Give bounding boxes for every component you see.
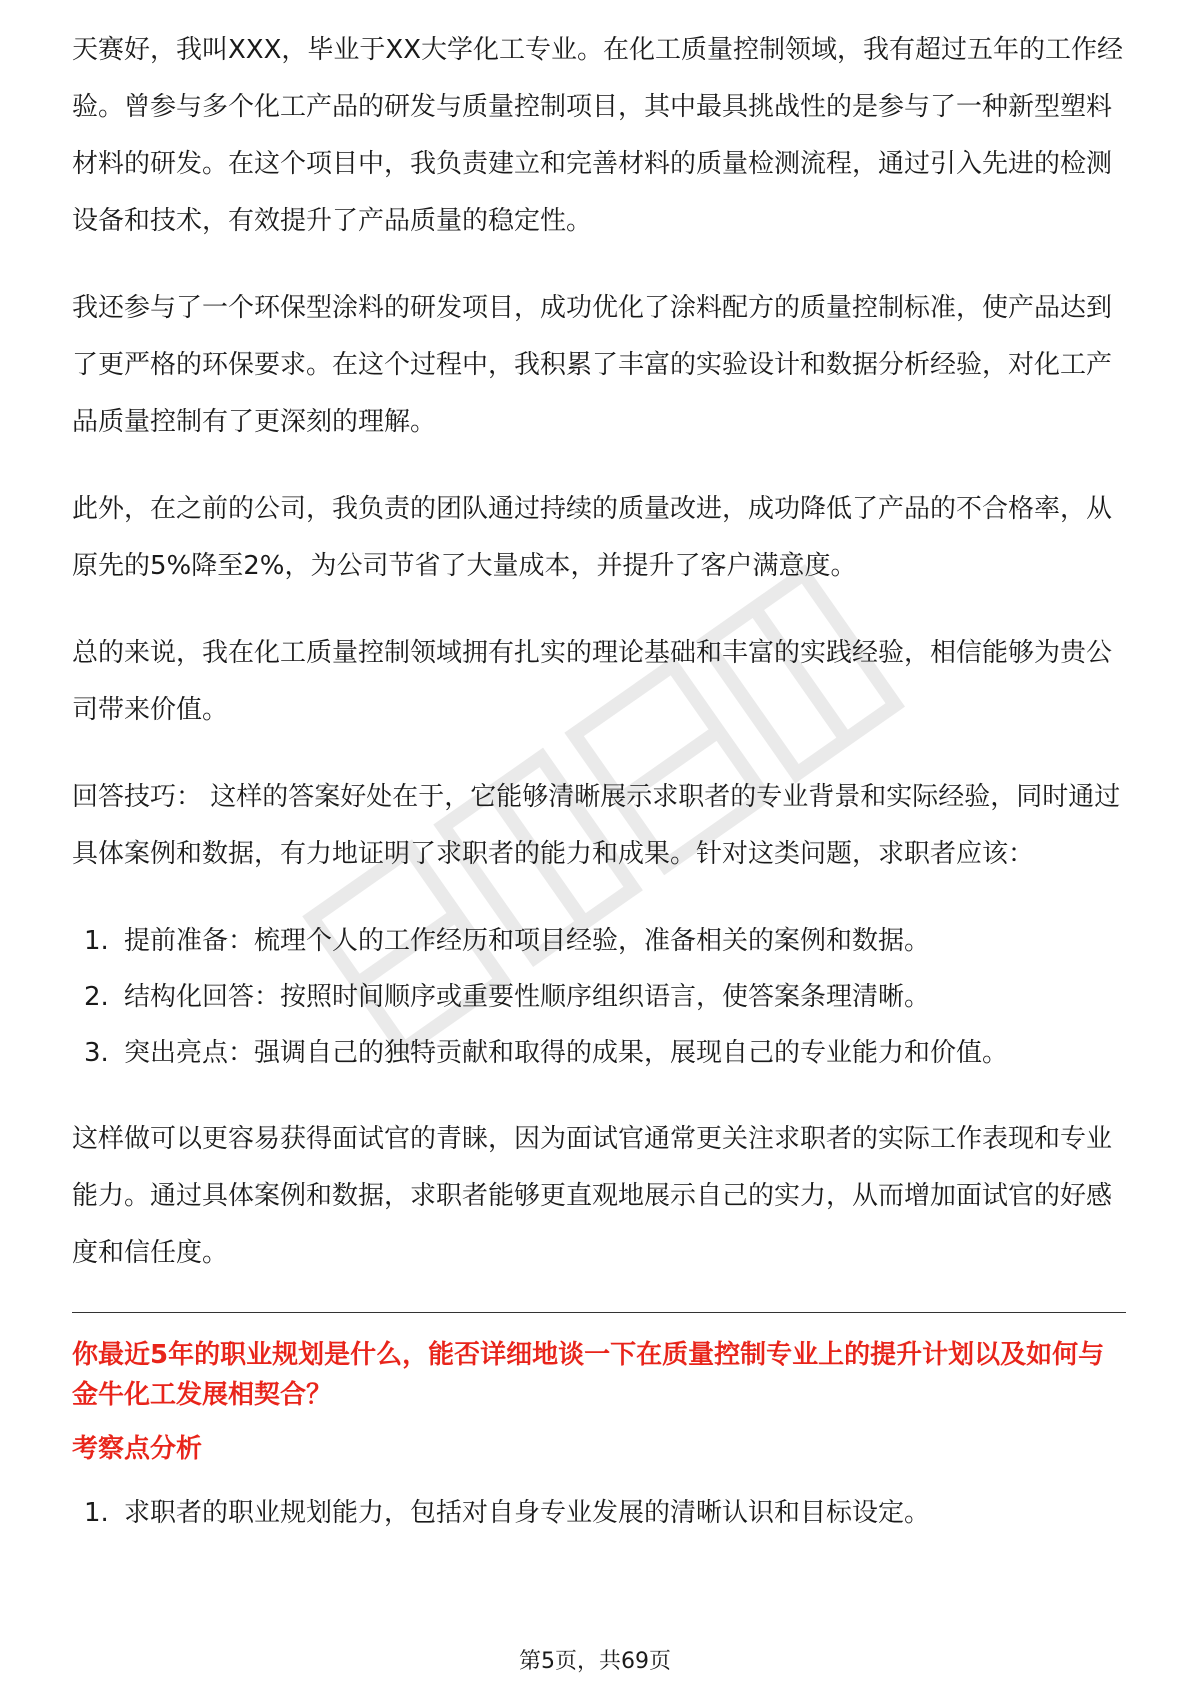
list-number: 3. <box>84 1038 109 1068</box>
paragraph-closing: 这样做可以更容易获得面试官的青睐，因为面试官通常更关注求职者的实际工作表现和专业能力。通过具体案例和数据，求职者能够更直观地展示自己的实力，从而增加面试官的好感度和信任度。 <box>72 1124 1113 1268</box>
main-content <box>72 22 1126 1571</box>
paragraph-answer-tips: 回答技巧： 这样的答案好处在于，它能够清晰展示求职者的专业背景和实际经验，同时通过具体案例和数据，有力地证明了求职者的能力和成果。针对这类问题，求职者应该： <box>72 782 1121 869</box>
analysis-heading: 考察点分析 <box>72 1434 203 1464</box>
list-text: 求职者的职业规划能力，包括对自身专业发展的清晰认识和目标设定。 <box>124 1498 931 1528</box>
section-divider <box>72 1312 1126 1313</box>
paragraph-project: 我还参与了一个环保型涂料的研发项目，成功优化了涂料配方的质量控制标准，使产品达到了更严格的环保要求。在这个过程中，我积累了丰富的实验设计和数据分析经验，对化工产品质量控制有了更深刻的理解。 <box>72 293 1113 437</box>
paragraph-team: 此外，在之前的公司，我负责的团队通过持续的质量改进，成功降低了产品的不合格率，从原先的5%降至2%，为公司节省了大量成本，并提升了客户满意度。 <box>72 494 1113 581</box>
analysis-list <box>72 1485 1126 1541</box>
list-number: 1. <box>84 1498 109 1528</box>
question-heading: 你最近5年的职业规划是什么，能否详细地谈一下在质量控制专业上的提升计划以及如何与金牛化工发展相契合？ <box>72 1340 1105 1410</box>
list-text: 结构化回答：按照时间顺序或重要性顺序组织语言，使答案条理清晰。 <box>124 982 931 1012</box>
paragraph-intro: 天赛好，我叫XXX，毕业于XX大学化工专业。在化工质量控制领域，我有超过五年的工作经验。曾参与多个化工产品的研发与质量控制项目，其中最具挑战性的是参与了一种新型塑料材料的研发。在这个项目中，我负责建立和完善材料的质量检测流程，通过引入先进的检测设备和技术，有效提升了产品质量的稳定性。 <box>72 35 1124 236</box>
list-item <box>72 1485 1126 1541</box>
list-number: 2. <box>84 982 109 1012</box>
page-footer: 第5页，共69页 <box>519 1649 671 1674</box>
list-item <box>72 913 1126 969</box>
paragraph-summary: 总的来说，我在化工质量控制领域拥有扎实的理论基础和丰富的实践经验，相信能够为贵公司带来价值。 <box>72 638 1113 725</box>
tips-list <box>72 913 1126 1081</box>
list-text: 提前准备：梳理个人的工作经历和项目经验，准备相关的案例和数据。 <box>124 926 931 956</box>
list-text: 突出亮点：强调自己的独特贡献和取得的成果，展现自己的专业能力和价值。 <box>124 1038 1009 1068</box>
list-number: 1. <box>84 926 109 956</box>
list-item <box>72 1025 1126 1081</box>
list-item <box>72 969 1126 1025</box>
